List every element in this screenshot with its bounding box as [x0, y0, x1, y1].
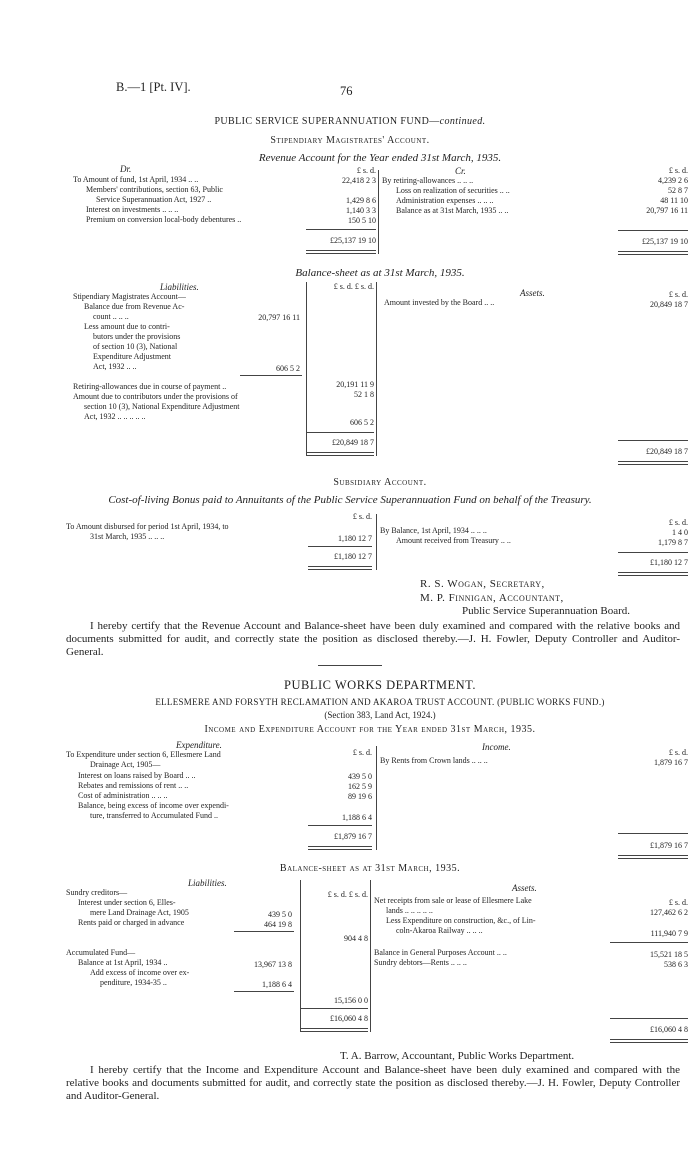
- auditor-certificate: I hereby certify that the Revenue Account and Balance-sheet have been duly examined and compared with the relative books and documents submitted for audit, and correctly state the position as disclosed thereby.—J. H. Fowler, Deputy Controller and Auditor-General.: [66, 620, 680, 658]
- bs-line: Stipendiary Magistrates Account—: [73, 292, 186, 301]
- page-reference: B.—1 [Pt. IV].: [116, 80, 191, 94]
- bs2-line: penditure, 1934-35 ..: [100, 978, 167, 987]
- rev-right-line: By retiring-allowances .. .. ..: [382, 176, 474, 185]
- cr-label: Cr.: [455, 166, 466, 176]
- rev-left-line: Interest on investments .. .. ..: [86, 205, 179, 214]
- subsidiary-title: Subsidiary Account.: [333, 477, 427, 488]
- rev-right-value: 52 8 7: [668, 186, 688, 195]
- bs2-line: mere Land Drainage Act, 1905: [90, 908, 189, 917]
- bs2-asset-line: Sundry debtors—Rents .. .. ..: [374, 958, 467, 967]
- ie-left-total: £1,879 16 7: [334, 832, 372, 841]
- rev-left-value: 1,429 8 6: [346, 196, 376, 205]
- bs-line: Act, 1932 .. .. .. .. ..: [84, 412, 146, 421]
- sub-right-value: 1 4 0: [672, 528, 688, 537]
- sub-left-line: 31st March, 1935 .. .. ..: [90, 532, 165, 541]
- stipendiary-title: Stipendiary Magistrates' Account.: [270, 135, 430, 146]
- bs-line: Less amount due to contri-: [84, 322, 170, 331]
- rev-left-line: Premium on conversion local-body debentures ..: [86, 215, 242, 224]
- bs2-line: Sundry creditors—: [66, 888, 128, 897]
- bs2-value: 13,967 13 8: [254, 960, 292, 969]
- rev-right-value: 4,239 2 6: [658, 176, 688, 185]
- bs2-asset-line: Less Expenditure on construction, &c., of Lin-: [386, 916, 536, 925]
- bs2-asset-value: 127,462 6 2: [650, 908, 688, 917]
- page-number: 76: [340, 84, 353, 98]
- pwd-balance-heading: Balance-sheet as at 31st March, 1935.: [279, 863, 461, 874]
- lsd-header: £ s. d.: [352, 748, 372, 757]
- ie-right-value: 1,879 16 7: [654, 758, 688, 767]
- signatory-2: M. P. Finnigan, Accountant,: [420, 592, 564, 604]
- bs-line: Act, 1932 .. ..: [93, 362, 137, 371]
- assets-label: Assets.: [520, 288, 545, 298]
- fund-title-cont: continued.: [439, 116, 486, 127]
- bs2-left-total: £16,060 4 8: [330, 1014, 368, 1023]
- income-label: Income.: [482, 742, 511, 752]
- lsd-header: £ s. d.: [356, 166, 376, 175]
- bs-asset-line: Amount invested by the Board .. ..: [384, 298, 495, 307]
- bs-value: 52 1 8: [354, 390, 374, 399]
- ie-left-value: 89 19 6: [348, 792, 372, 801]
- bs-line: Expenditure Adjustment: [93, 352, 171, 361]
- fund-title: [0, 116, 700, 127]
- sub-left-total: £1,180 12 7: [334, 552, 372, 561]
- rev-left-value: 22,418 2 3: [342, 176, 376, 185]
- bs-line: Retiring-allowances due in course of payment ..: [73, 382, 227, 391]
- bs2-asset-value: 538 6 3: [664, 960, 688, 969]
- bs2-line: Accumulated Fund—: [66, 948, 136, 957]
- rev-right-value: 48 11 10: [660, 196, 688, 205]
- bs-value: 20,191 11 9: [336, 380, 374, 389]
- bs-line: of section 10 (3), National: [93, 342, 178, 351]
- lsd-header: £ s. d.: [668, 748, 688, 757]
- bs2-value: 1,188 6 4: [262, 980, 292, 989]
- lsd-header: £ s. d.: [668, 290, 688, 299]
- sub-left-line: To Amount disbursed for period 1st April, 1934, to: [66, 522, 229, 531]
- pwd-title: PUBLIC WORKS DEPARTMENT.: [284, 678, 476, 692]
- rev-left-value: 150 5 10: [348, 216, 376, 225]
- dr-label: Dr.: [120, 164, 132, 174]
- bs2-value: 464 19 8: [264, 920, 292, 929]
- ie-left-value: 439 5 0: [348, 772, 372, 781]
- bs2-value: 15,156 0 0: [334, 996, 368, 1005]
- sub-right-total: £1,180 12 7: [650, 558, 688, 567]
- bs-line: section 10 (3), National Expenditure Adjustment: [84, 402, 240, 411]
- sub-right-value: 1,179 8 7: [658, 538, 688, 547]
- assets-label: Assets.: [512, 883, 537, 893]
- balance-heading: Balance-sheet as at 31st March, 1935.: [295, 267, 465, 279]
- ie-left-line: ture, transferred to Accumulated Fund ..: [90, 811, 218, 820]
- bs2-asset-value: 15,521 18 5: [650, 950, 688, 959]
- bs2-line: Add excess of income over ex-: [90, 968, 190, 977]
- rev-left-line: To Amount of fund, 1st April, 1934 .. ..: [73, 175, 199, 184]
- bs2-line: Interest under section 6, Elles-: [78, 898, 176, 907]
- bs-line: Amount due to contributors under the provisions of: [73, 392, 238, 401]
- signatory-1: R. S. Wogan, Secretary,: [420, 578, 545, 590]
- ie-left-line: Balance, being excess of income over expendi-: [78, 801, 229, 810]
- bs-right-total: £20,849 18 7: [646, 447, 688, 456]
- sub-right-line: By Balance, 1st April, 1934 .. .. ..: [380, 526, 487, 535]
- lsd-header: £ s. d. £ s. d.: [327, 890, 368, 899]
- subsidiary-heading: Cost-of-living Bonus paid to Annuitants of the Public Service Superannuation Fund on behalf of the Treasury.: [108, 494, 592, 506]
- liabilities-label: Liabilities.: [188, 878, 227, 888]
- bs2-asset-line: lands .. .. .. .. ..: [386, 906, 433, 915]
- bs-line: butors under the provisions: [93, 332, 181, 341]
- lsd-header: £ s. d. £ s. d.: [333, 282, 374, 291]
- pwd-subtitle: ELLESMERE AND FORSYTH RECLAMATION AND AKAROA TRUST ACCOUNT. (PUBLIC WORKS FUND.): [155, 697, 605, 707]
- bs-value: 606 5 2: [350, 418, 374, 427]
- rev-right-total: £25,137 19 10: [642, 237, 688, 246]
- rev-right-line: Balance as at 31st March, 1935 .. ..: [396, 206, 509, 215]
- ie-left-line: Cost of administration .. .. ..: [78, 791, 168, 800]
- lsd-header: £ s. d.: [352, 512, 372, 521]
- bs2-value: 439 5 0: [268, 910, 292, 919]
- ie-left-line: Interest on loans raised by Board .. ..: [78, 771, 196, 780]
- bs-value: 606 5 2: [276, 364, 300, 373]
- bs-asset-value: 20,849 18 7: [650, 300, 688, 309]
- ie-right-total: £1,879 16 7: [650, 841, 688, 850]
- bs-line: count .. .. ..: [93, 312, 129, 321]
- rev-right-value: 20,797 16 11: [646, 206, 688, 215]
- bs2-line: Balance at 1st April, 1934 ..: [78, 958, 168, 967]
- ie-left-line: Drainage Act, 1905—: [90, 760, 161, 769]
- liabilities-label: Liabilities.: [160, 282, 199, 292]
- bs2-asset-line: coln-Akaroa Railway .. .. ..: [396, 926, 483, 935]
- pwd-auditor-certificate: I hereby certify that the Income and Expenditure Account and Balance-sheet have been duly examined and compared with the relative books and documents submitted for audit, and correctly state the position as disclosed thereby.—J. H. Fowler, Deputy Controller and Auditor-General.: [66, 1064, 680, 1102]
- sub-right-line: Amount received from Treasury .. ..: [396, 536, 511, 545]
- ie-left-line: To Expenditure under section 6, Ellesmere Land: [66, 750, 221, 759]
- rev-left-value: 1,140 3 3: [346, 206, 376, 215]
- ie-left-value: 162 5 9: [348, 782, 372, 791]
- lsd-header: £ s. d.: [668, 898, 688, 907]
- ie-right-line: By Rents from Crown lands .. .. ..: [380, 756, 488, 765]
- rev-left-total: £25,137 19 10: [330, 236, 376, 245]
- bs-left-total: £20,849 18 7: [332, 438, 374, 447]
- rev-right-line: Administration expenses .. .. ..: [396, 196, 494, 205]
- ie-left-value: 1,188 6 4: [342, 813, 372, 822]
- bs2-right-total: £16,060 4 8: [650, 1025, 688, 1034]
- rev-right-line: Loss on realization of securities .. ..: [396, 186, 510, 195]
- bs-value: 20,797 16 11: [258, 313, 300, 322]
- bs2-asset-line: Balance in General Purposes Account .. ..: [374, 948, 507, 957]
- rev-left-line: Service Superannuation Act, 1927 ..: [96, 195, 212, 204]
- sub-left-value: 1,180 12 7: [338, 534, 372, 543]
- bs-line: Balance due from Revenue Ac-: [84, 302, 185, 311]
- revenue-heading: Revenue Account for the Year ended 31st March, 1935.: [258, 152, 502, 164]
- pwd-signatory: T. A. Barrow, Accountant, Public Works Department.: [340, 1050, 575, 1062]
- lsd-header: £ s. d.: [668, 166, 688, 175]
- bs2-asset-value: 111,940 7 9: [650, 929, 688, 938]
- fund-title-main: PUBLIC SERVICE SUPERANNUATION FUND—: [214, 116, 440, 127]
- bs2-value: 904 4 8: [344, 934, 368, 943]
- lsd-header: £ s. d.: [668, 518, 688, 527]
- ie-left-line: Rebates and remissions of rent .. ..: [78, 781, 189, 790]
- signatory-3: Public Service Superannuation Board.: [462, 605, 631, 617]
- rev-left-line: Members' contributions, section 63, Public: [86, 185, 223, 194]
- bs2-line: Rents paid or charged in advance: [78, 918, 185, 927]
- expenditure-label: Expenditure.: [176, 740, 222, 750]
- income-heading: Income and Expenditure Account for the Year ended 31st March, 1935.: [204, 724, 536, 735]
- pwd-subtitle-2: (Section 383, Land Act, 1924.): [324, 710, 436, 720]
- bs2-asset-line: Net receipts from sale or lease of Ellesmere Lake: [374, 896, 532, 905]
